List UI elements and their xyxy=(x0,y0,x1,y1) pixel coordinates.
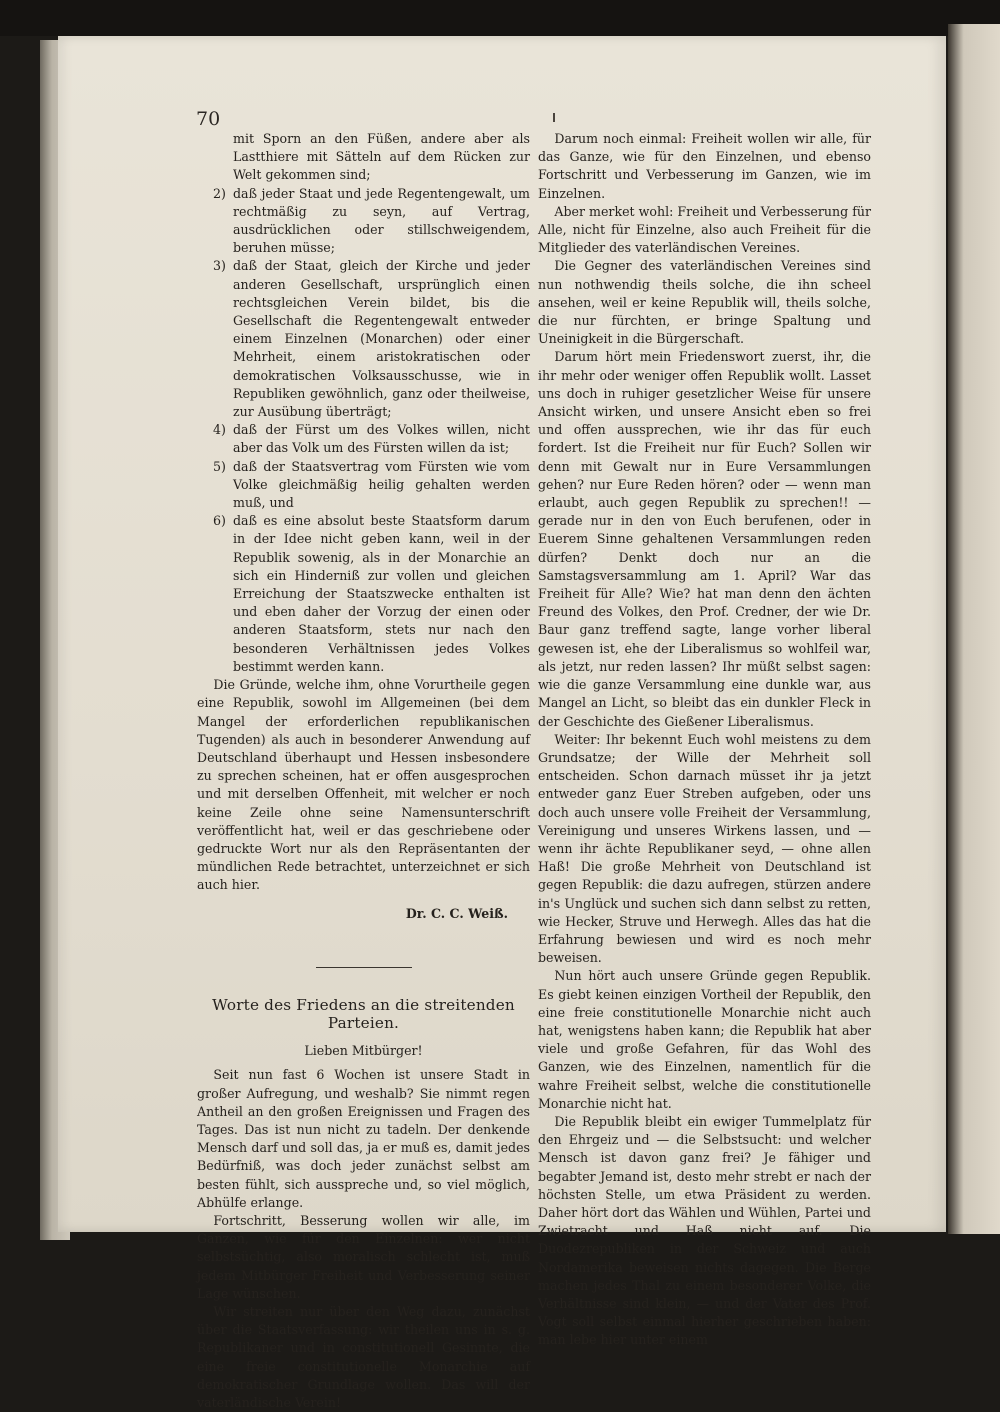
list-number: 6) xyxy=(213,513,226,529)
paragraph: Die Republik bleibt ein ewiger Tummelplatz für den Ehrgeiz und — die Selbstsucht: und welcher Mensch ist davon ganz frei? Je fähiger und begabter Jemand ist, desto mehr strebt er nach der höchsten Stelle, um etwa Präsident zu werden. Daher hört dort das Wählen und Wühlen, Partei und Zwietracht und Haß nicht auf. Die Duodezrepubliken in der Schweiz und auch Nordamerika beweisen nichts dagegen. Die Berge machen jedes Thal zu einem besonderer Volke, die Verhältnisse sind klein, — und der Vater des Prof. Vogt soll selbst einmal hierher geschrieben haben: man lebe hier unter einem xyxy=(538,1113,871,1348)
list-item xyxy=(197,185,530,258)
paragraph: Aber merket wohl: Freiheit und Verbesserung für Alle, nicht für Einzelne, also auch Freiheit für die Mitglieder des vaterländischen Vereines. xyxy=(538,203,871,256)
list-number: 4) xyxy=(213,422,226,438)
list-number: 5) xyxy=(213,458,226,474)
right-column xyxy=(538,130,871,1350)
page-number: 70 xyxy=(196,108,221,130)
paragraph: Darum hört mein Friedenswort zuerst, ihr, die ihr mehr oder weniger offen Republik wollt. Lasset uns doch in ruhiger gesetzlicher Weise für unsere Ansicht wirken, und unsere Ansicht eben so frei und offen aussprechen, wie ihr das für euch fordert. Ist die Freiheit nur für Euch? Sollen wir denn mit Gewalt nur in Eure Versammlungen gehen? nur Eure Reden hören? oder — wenn man erlaubt, auch gegen Republik zu sprechen!! — gerade nur in den von Euch berufenen, oder in Euerem Sinne gehaltenen Versammlungen reden dürfen? Denkt doch nur an die Samstagsversammlung am 1. April? War das Freiheit für Alle? Wie? hat man denn den ächten Freund des Volkes, den Prof. Credner, der wie Dr. Baur ganz treffend sagte, lange vorher liberal gewesen ist, ehe der Liberalismus so wohlfeil war, als jetzt, nur reden lassen? Ihr müßt selbst sagen: wie die ganze Versammlung eine dunkle war, aus Mangel an Licht, so bleibt das ein dunkler Fleck in der Geschichte des Gießener Liberalismus. xyxy=(538,349,871,729)
list-item xyxy=(197,458,530,513)
section-divider xyxy=(316,967,412,968)
scan-background xyxy=(0,0,1000,36)
list-text: daß der Staat, gleich der Kirche und jeder anderen Gesellschaft, ursprünglich einen rechtsgleichen Verein bildet, bis die Gesellschaft die Regentengewalt entweder einem Einzelnen (Monarchen) oder einer Mehrheit, einem aristokratischen oder demokratischen Volksausschusse, wie in Republiken gewöhnlich, ganz oder theilweise, zur Ausübung überträgt; xyxy=(233,258,530,420)
paragraph: Darum noch einmal: Freiheit wollen wir alle, für das Ganze, wie für den Einzelnen, und ebenso Fortschritt und Verbesserung im Ganzen, wie im Einzelnen. xyxy=(538,131,871,201)
paragraph: Fortschritt, Besserung wollen wir alle, im Ganzen, wie für den Einzelnen: wer nicht selbstsüchtig, also moralisch schlecht ist, muß jedem Mitbürger Freiheit und Verbesserung seiner Lage wünschen. xyxy=(197,1212,530,1301)
print-mark xyxy=(553,113,555,122)
list-item xyxy=(197,421,530,457)
adjacent-page-edge xyxy=(948,24,1000,1234)
list-text: daß es eine absolut beste Staatsform darum in der Idee nicht geben kann, weil in der Republik sowenig, als in der Monarchie an sich ein Hinderniß zur vollen und gleichen Erreichung der Staatszwecke enthalten ist und eben daher der Vorzug der einen oder anderen Staatsform, stets nur nach den besonderen Verhältnissen jedes Volkes bestimmt werden kann. xyxy=(233,513,530,674)
author-signature: Dr. C. C. Weiß. xyxy=(405,905,508,921)
list-item xyxy=(197,257,530,421)
paragraph: Die Gegner des vaterländischen Vereines sind nun nothwendig theils solche, die ihn scheel ansehen, weil er keine Republik will, theils solche, die nur fürchten, er bringe Spaltung und Uneinigkeit in die Bürgerschaft. xyxy=(538,258,871,347)
list-text: daß jeder Staat und jede Regentengewalt, um rechtmäßig zu seyn, auf Vertrag, ausdrücklichen oder stillschweigendem, beruhen müsse; xyxy=(233,185,530,256)
paragraph: Nun hört auch unsere Gründe gegen Republik. Es giebt keinen einzigen Vortheil der Republik, den eine freie constitutionelle Monarchie nicht auch hat, wenigstens haben kann; die Republik hat aber viele und große Gefahren, für das Wohl des Ganzen, wie des Einzelnen, namentlich für die wahre Freiheit selbst, welche die constitutionelle Monarchie nicht hat. xyxy=(538,968,871,1111)
paragraph: Wir streiten nur über den Weg dazu, zunächst über die Staatsverfassung: wir theilen uns in s. g. Republikaner und in constitutionell Gesinnte, die eine freie constitutionelle Monarchie auf demokratischer Grundlage wollen. Das will der vaterländische Verein! xyxy=(197,1303,530,1410)
salutation: Lieben Mitbürger! xyxy=(304,1043,423,1059)
paragraph: Weiter: Ihr bekennt Euch wohl meistens zu dem Grundsatze; der Wille der Mehrheit soll entscheiden. Schon darnach müsset ihr ja jetzt entweder ganz Euer Streben aufgeben, oder uns doch auch unsere volle Freiheit der Versammlung, Vereinigung und unseres Wirkens lassen, und — wenn ihr ächte Republikaner seyd, — ohne allen Haß! Die große Mehrheit von Deutschland ist gegen Republik: die dazu aufregen, stürzen andere in's Unglück und suchen sich dann selbst zu retten, wie Hecker, Struve und Herwegh. Alles das hat die Erfahrung bewiesen und wird es noch mehr beweisen. xyxy=(538,731,871,966)
list-text: daß der Fürst um des Volkes willen, nicht aber das Volk um des Fürsten willen da ist; xyxy=(233,422,530,456)
paragraph-grounds: Die Gründe, welche ihm, ohne Vorurtheile gegen eine Republik, sowohl im Allgemeinen (bei dem Mangel der erforderlichen republikanischen Tugenden) als auch in besonderer Anwendung auf Deutschland überhaupt und Hessen insbesondere zu sprechen scheinen, hat er offen ausgesprochen und mit derselben Offenheit, mit welcher er noch keine Zeile ohne seine Namensunterschrift veröffentlicht hat, weil er das geschriebene oder gedruckte Wort nur als den Repräsentanten der mündlichen Rede betrachtet, unterzeichnet er sich auch hier. xyxy=(197,677,530,893)
paragraph: Seit nun fast 6 Wochen ist unsere Stadt in großer Aufregung, und weshalb? Sie nimmt regen Antheil an den großen Ereignissen und Fragen des Tages. Das ist nun nicht zu tadeln. Der denkende Mensch darf und soll das, ja er muß es, damit jedes Bedürfniß, was doch jeder zunächst selbst am besten fühlt, sich ausspreche und, so viel möglich, Abhülfe erlange. xyxy=(197,1067,530,1210)
list-number: 2) xyxy=(213,185,226,201)
list-text: daß der Staatsvertrag vom Fürsten wie vom Volke gleichmäßig heilig gehalten werden muß, und xyxy=(233,458,530,511)
intro-line: mit Sporn an den Füßen, andere aber als Lastthiere mit Sätteln auf dem Rücken zur Welt gekommen sind; xyxy=(233,131,530,183)
left-column xyxy=(197,130,530,1412)
list-item xyxy=(197,512,530,676)
section-title: Worte des Friedens an die streitenden Parteien. xyxy=(212,995,515,1032)
list-number: 3) xyxy=(213,258,226,274)
